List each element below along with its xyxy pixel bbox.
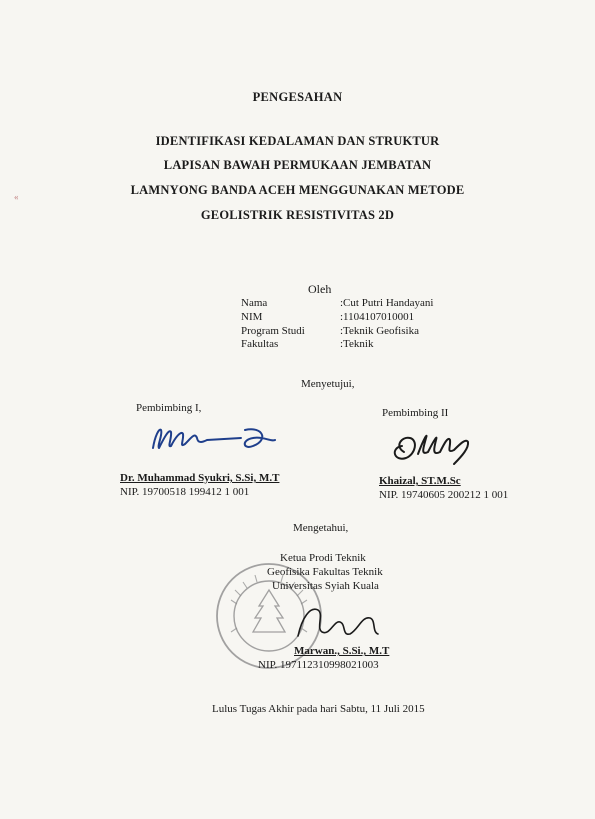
- advisor2-role: Pembimbing II: [382, 407, 449, 419]
- info-label-nim: NIM: [241, 311, 263, 323]
- graduation-statement: Lulus Tugas Akhir pada hari Sabtu, 11 Juli 2015: [212, 703, 425, 715]
- info-label-name: Nama: [241, 297, 268, 309]
- advisor1-nip: NIP. 19700518 199412 1 001: [120, 486, 250, 498]
- approval-label: Menyetujui,: [301, 378, 355, 390]
- advisor2-nip: NIP. 19740605 200212 1 001: [379, 489, 509, 501]
- by-label: Oleh: [308, 282, 332, 296]
- thesis-title-line-3: LAMNYONG BANDA ACEH MENGGUNAKAN METODE: [130, 183, 465, 197]
- advisor1-signature: [145, 418, 285, 463]
- info-label-faculty: Fakultas: [241, 338, 279, 350]
- head-name: Marwan., S.Si., M.T: [294, 645, 390, 657]
- advisor1-role: Pembimbing I,: [136, 402, 202, 414]
- thesis-title-line-4: GEOLISTRIK RESISTIVITAS 2D: [200, 208, 395, 222]
- info-value-name: :Cut Putri Handayani: [340, 297, 434, 309]
- head-title-line-2: Geofisika Fakultas Teknik: [267, 566, 383, 578]
- head-title-line-1: Ketua Prodi Teknik: [280, 552, 366, 564]
- info-value-program: :Teknik Geofisika: [340, 325, 419, 337]
- head-signature: [288, 598, 388, 648]
- head-nip: NIP. 197112310998021003: [258, 659, 379, 671]
- thesis-title-line-1: IDENTIFIKASI KEDALAMAN DAN STRUKTUR: [155, 134, 440, 148]
- advisor1-name: Dr. Muhammad Syukri, S.Si, M.T: [120, 472, 280, 484]
- info-value-faculty: :Teknik: [340, 338, 374, 350]
- advisor2-signature: [388, 424, 478, 468]
- acknowledge-label: Mengetahui,: [293, 522, 349, 534]
- scan-mark: «: [14, 192, 19, 202]
- info-value-nim: :1104107010001: [340, 311, 415, 323]
- advisor2-name: Khaizal, ST.M.Sc: [379, 475, 461, 487]
- page-heading: PENGESAHAN: [252, 90, 343, 104]
- head-title-line-3: Universitas Syiah Kuala: [272, 580, 379, 592]
- info-label-program: Program Studi: [241, 325, 305, 337]
- thesis-title-line-2: LAPISAN BAWAH PERMUKAAN JEMBATAN: [163, 158, 432, 172]
